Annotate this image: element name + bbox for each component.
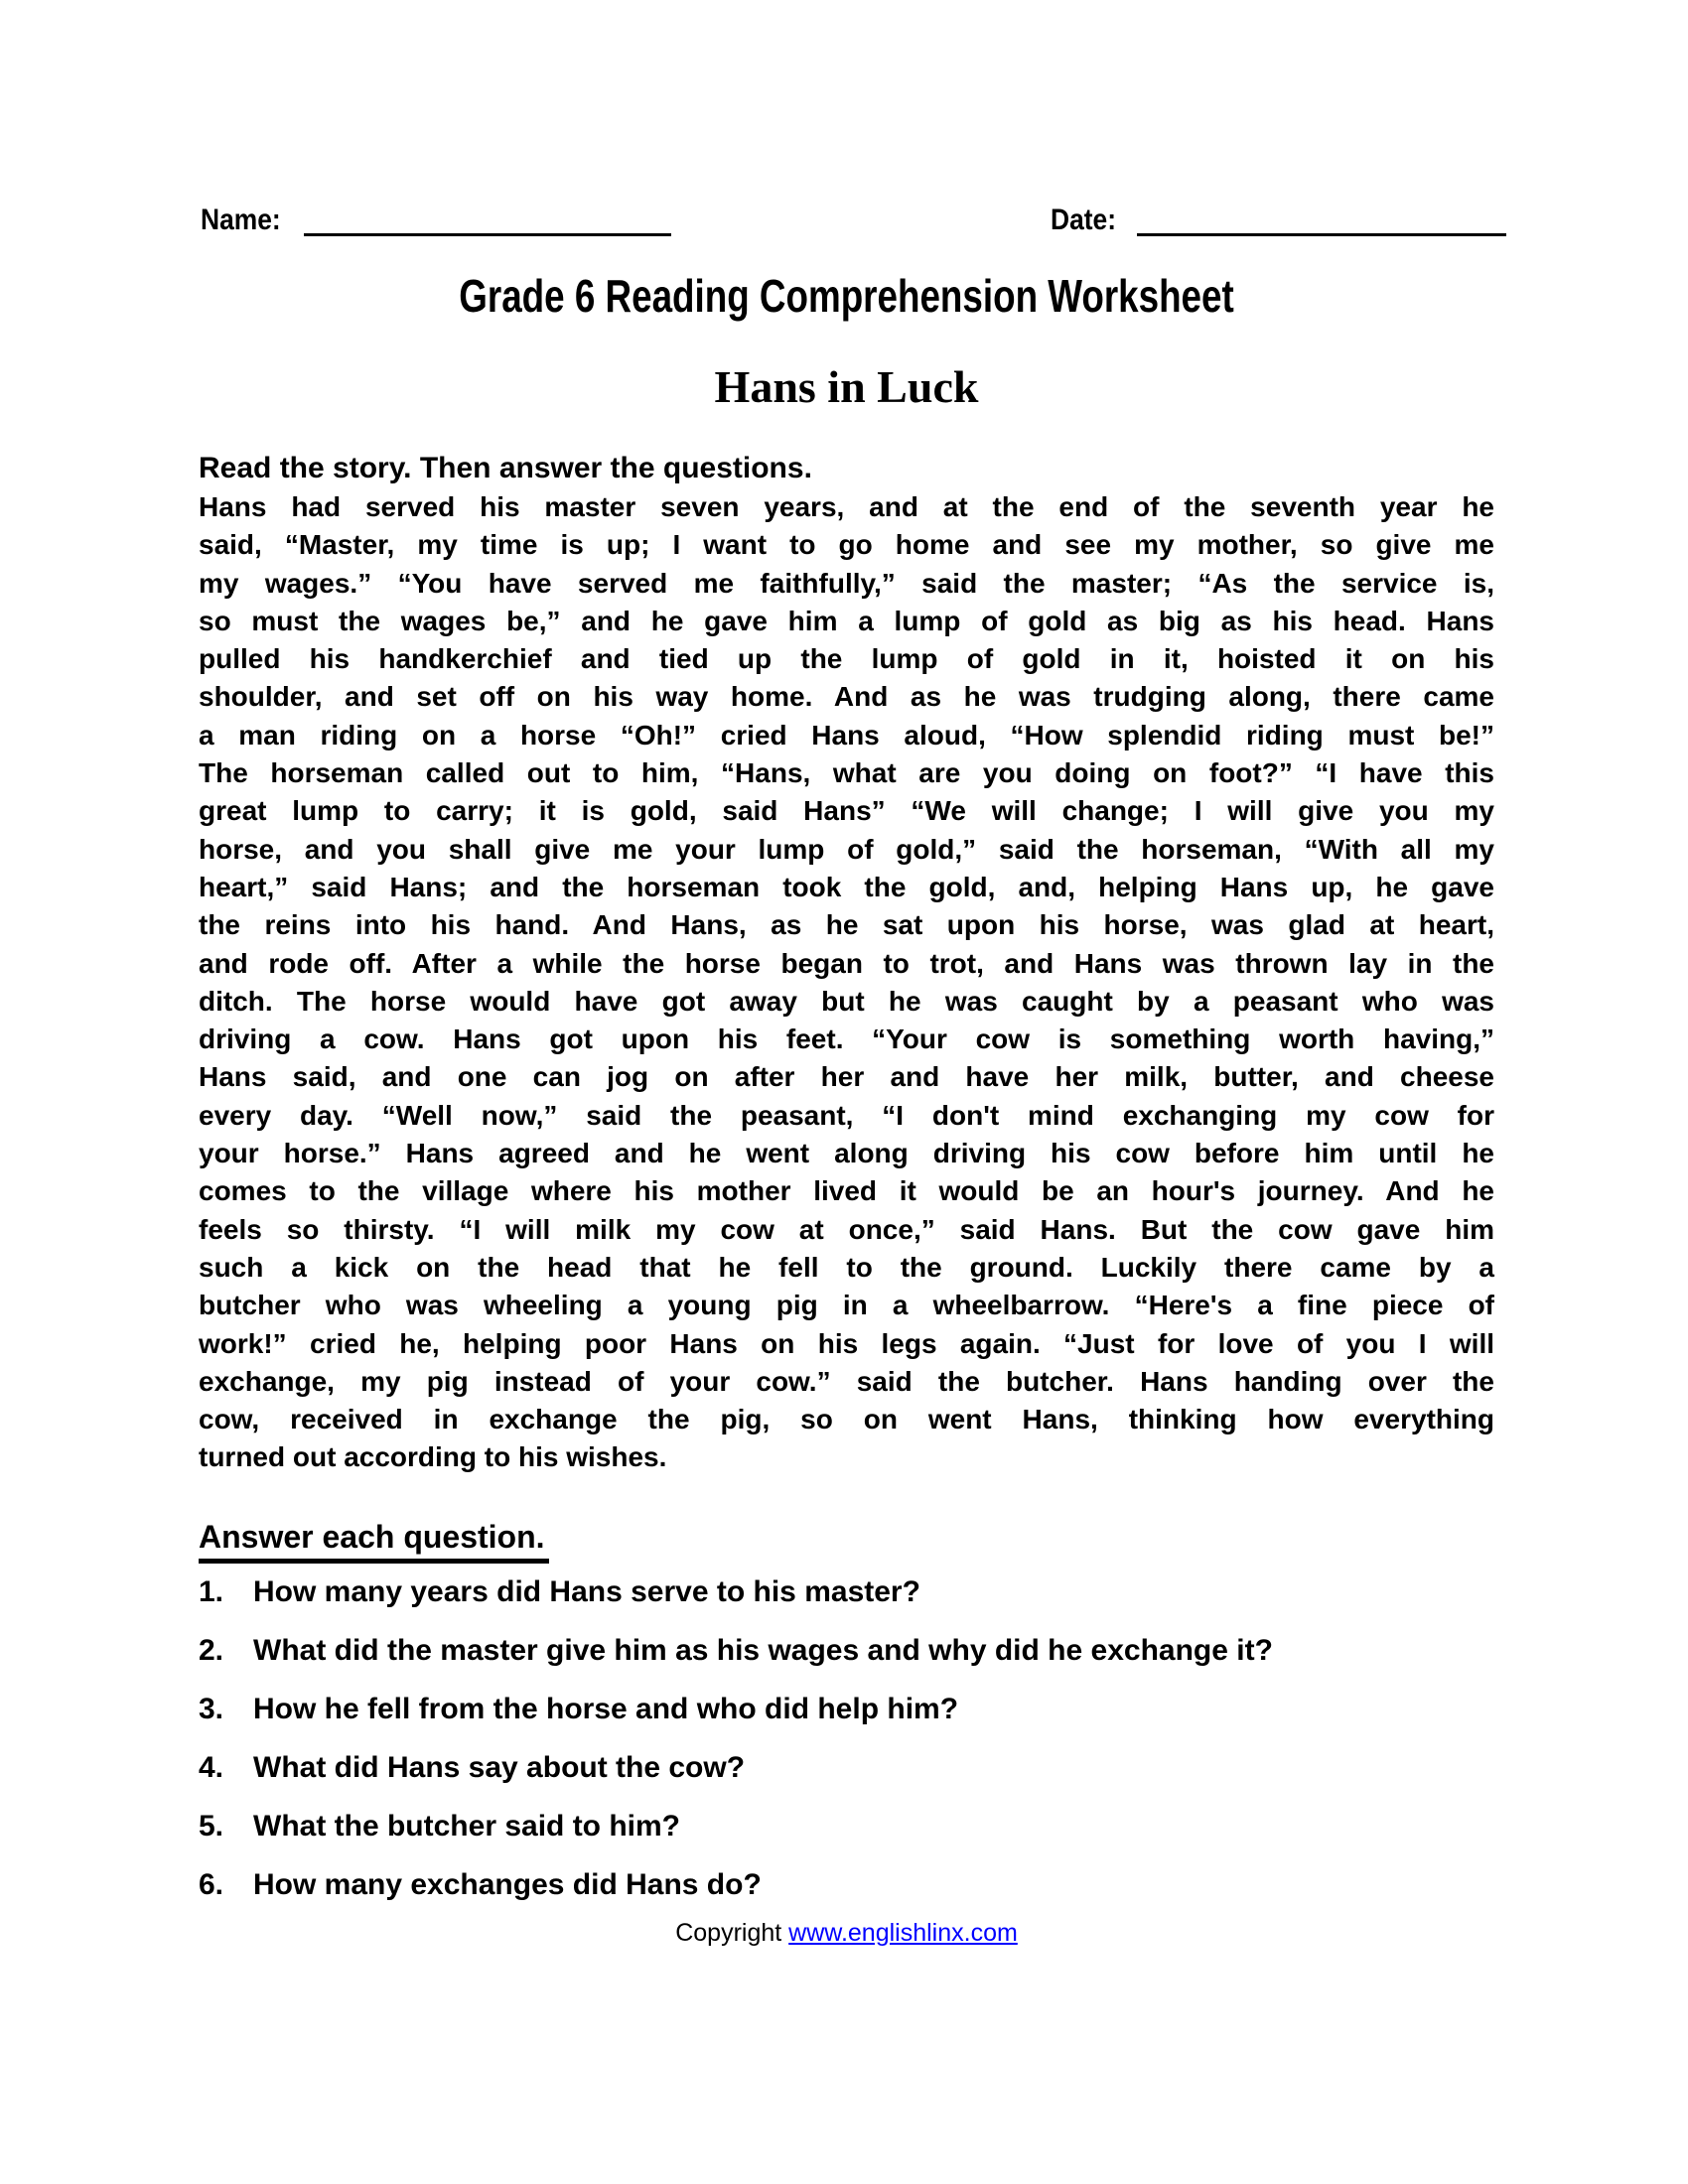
question-number: 4. bbox=[199, 1751, 224, 1784]
answer-heading-text: Answer each question. bbox=[199, 1519, 549, 1564]
story-line: The horseman called out to him, “Hans, what are you doing on foot?” “I have this bbox=[199, 757, 1494, 789]
question-row bbox=[199, 1808, 1494, 1845]
story-line: such a kick on the head that he fell to the ground. Luckily there came by a bbox=[199, 1251, 1494, 1283]
story-line: a man riding on a horse “Oh!” cried Hans aloud, “How splendid riding must be!” bbox=[199, 719, 1494, 751]
question-number: 3. bbox=[199, 1693, 224, 1725]
name-fill-in-line bbox=[304, 233, 671, 236]
date-fill-in-line bbox=[1137, 233, 1506, 236]
question-text: What did the master give him as his wages and why did he exchange it? bbox=[253, 1634, 1273, 1667]
header-row bbox=[199, 204, 1494, 245]
story-line: ditch. The horse would have got away but he was caught by a peasant who was bbox=[199, 985, 1494, 1017]
question-text: How many years did Hans serve to his master? bbox=[253, 1575, 920, 1608]
story-line: work!” cried he, helping poor Hans on his legs again. “Just for love of you I will bbox=[199, 1327, 1494, 1359]
story-line: comes to the village where his mother lived it would be an hour's journey. And he bbox=[199, 1175, 1494, 1207]
story-line: driving a cow. Hans got upon his feet. “Your cow is something worth having,” bbox=[199, 1024, 1494, 1055]
question-row bbox=[199, 1866, 1494, 1904]
question-number: 1. bbox=[199, 1575, 224, 1608]
answer-section-heading bbox=[199, 1519, 549, 1564]
story-line: cow, received in exchange the pig, so on went Hans, thinking how everything bbox=[199, 1404, 1494, 1435]
story-line: feels so thirsty. “I will milk my cow at once,” said Hans. But the cow gave him bbox=[199, 1213, 1494, 1245]
story-line: your horse.” Hans agreed and he went along driving his cow before him until he bbox=[199, 1138, 1494, 1169]
story-line: shoulder, and set off on his way home. And as he was trudging along, there came bbox=[199, 681, 1494, 713]
question-list bbox=[199, 1573, 1494, 1925]
story-line: heart,” said Hans; and the horseman took the gold, and, helping Hans up, he gave bbox=[199, 871, 1494, 902]
question-row bbox=[199, 1749, 1494, 1787]
story-line: the reins into his hand. And Hans, as he sat upon his horse, was glad at heart, bbox=[199, 909, 1494, 941]
story-title: Hans in Luck bbox=[714, 361, 979, 412]
question-row bbox=[199, 1632, 1494, 1670]
story-line: said, “Master, my time is up; I want to go home and see my mother, so give me bbox=[199, 529, 1494, 561]
story-line: Hans said, and one can jog on after her and have her milk, butter, and cheese bbox=[199, 1061, 1494, 1093]
question-number: 6. bbox=[199, 1868, 224, 1901]
question-row bbox=[199, 1691, 1494, 1728]
worksheet-title: Grade 6 Reading Comprehension Worksheet bbox=[459, 270, 1234, 322]
question-text: What did Hans say about the cow? bbox=[253, 1751, 746, 1784]
story-line: pulled his handkerchief and tied up the lump of gold in it, hoisted it on his bbox=[199, 643, 1494, 675]
date-label: Date: bbox=[1051, 204, 1117, 236]
copyright-label: Copyright bbox=[675, 1919, 782, 1947]
question-text: How he fell from the horse and who did help him? bbox=[253, 1693, 959, 1725]
question-text: How many exchanges did Hans do? bbox=[253, 1868, 762, 1901]
question-row bbox=[199, 1573, 1494, 1611]
story-line: Hans had served his master seven years, and at the end of the seventh year he bbox=[199, 491, 1494, 522]
question-number: 2. bbox=[199, 1634, 224, 1667]
story-lines bbox=[199, 488, 1494, 1438]
name-label: Name: bbox=[201, 204, 281, 236]
copyright-link[interactable]: www.englishlinx.com bbox=[788, 1919, 1018, 1947]
story-line: butcher who was wheeling a young pig in a wheelbarrow. “Here's a fine piece of bbox=[199, 1290, 1494, 1321]
copyright-line bbox=[199, 1917, 1494, 1949]
story-line: exchange, my pig instead of your cow.” said the butcher. Hans handing over the bbox=[199, 1365, 1494, 1397]
question-number: 5. bbox=[199, 1810, 224, 1843]
story-line: horse, and you shall give me your lump of gold,” said the horseman, “With all my bbox=[199, 833, 1494, 865]
story-last-line: turned out according to his wishes. bbox=[199, 1441, 667, 1473]
question-text: What the butcher said to him? bbox=[253, 1810, 681, 1843]
instruction-text: Read the story. Then answer the questions. bbox=[199, 452, 812, 484]
story-line: great lump to carry; it is gold, said Hans” “We will change; I will give you my bbox=[199, 795, 1494, 827]
story-line: so must the wages be,” and he gave him a lump of gold as big as his head. Hans bbox=[199, 605, 1494, 636]
story-paragraph bbox=[199, 488, 1494, 1477]
story-line: and rode off. After a while the horse began to trot, and Hans was thrown lay in the bbox=[199, 947, 1494, 979]
story-line: every day. “Well now,” said the peasant, “I don't mind exchanging my cow for bbox=[199, 1099, 1494, 1131]
story-line: my wages.” “You have served me faithfully,” said the master; “As the service is, bbox=[199, 567, 1494, 599]
